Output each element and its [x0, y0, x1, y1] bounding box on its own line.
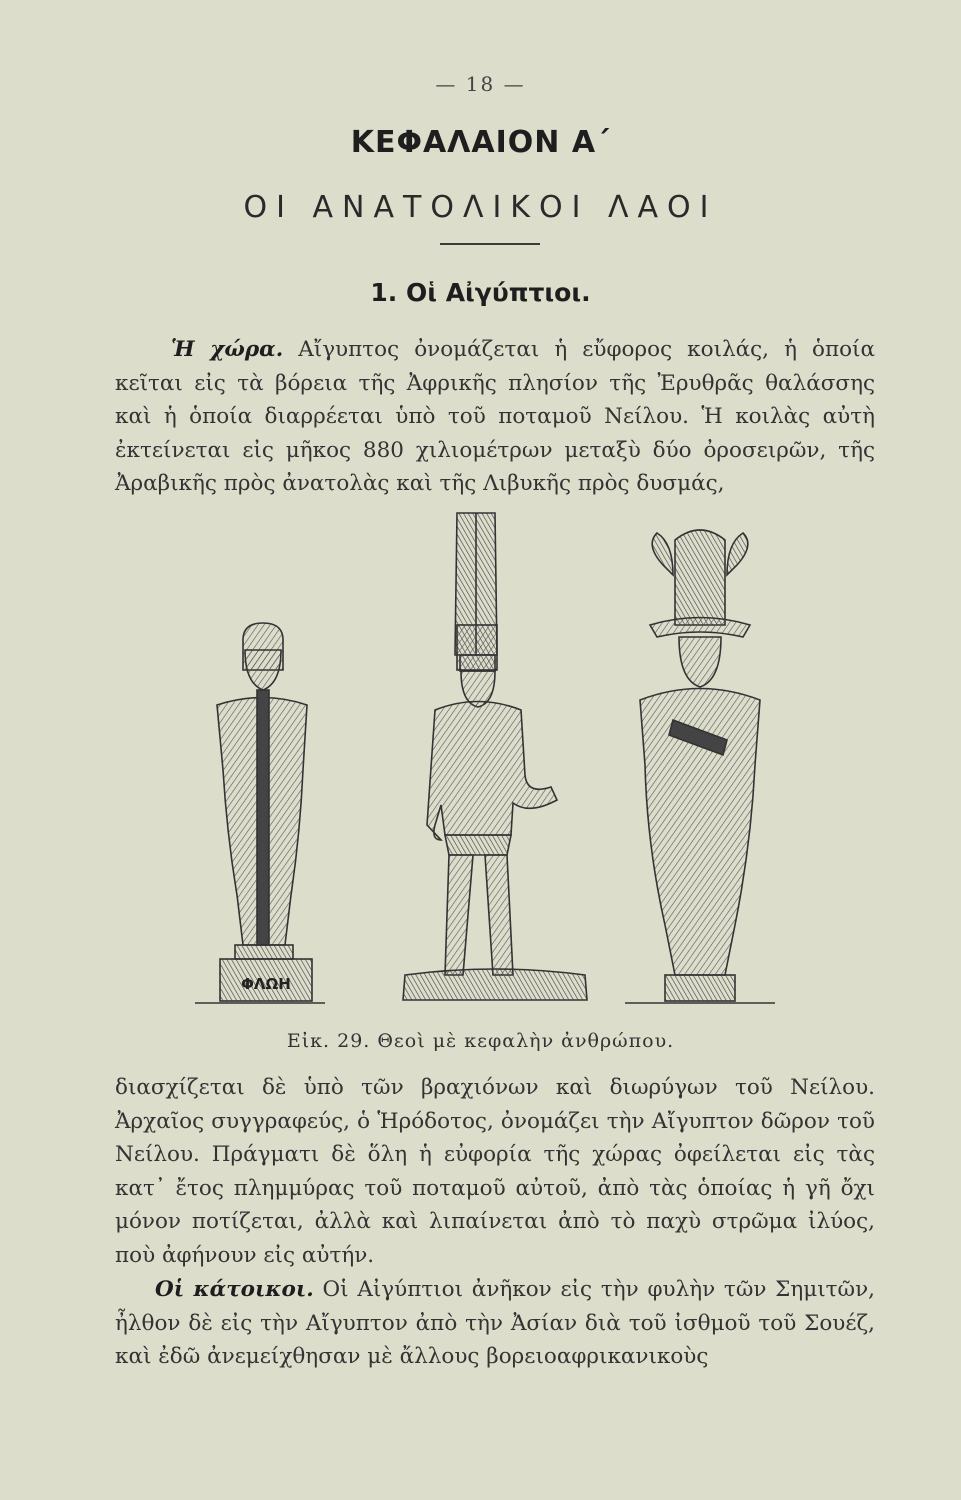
chapter-heading: ΚΕΦΑΛΑΙΟΝ Α΄ [350, 125, 611, 160]
figure-egyptian-gods [195, 505, 775, 1030]
paragraph-country [115, 333, 875, 501]
base-inscription: ΦΛΩΗ [241, 975, 291, 993]
page-number: — 18 — [435, 72, 526, 96]
paragraph-text: Οἱ Αἰγύπτιοι ἀνῆκον εἰς τὴν φυλὴν τῶν Σημιτῶν, ἦλθον δὲ εἰς τὴν Αἴγυπτον ἀπὸ τὴν Ἀσίαν διὰ τοῦ ἰσθμοῦ τοῦ Σουέζ, καὶ ἐδῶ ἀνεμείχθησαν μὲ ἄλλους βορειοαφρικανικοὺς [115, 1277, 875, 1370]
paragraph-continued: διασχίζεται δὲ ὑπὸ τῶν βραχιόνων καὶ διωρύγων τοῦ Νείλου. Ἀρχαῖος συγγραφεύς, ὁ Ἡρόδοτος, ὀνομάζει τὴν Αἴγυπτον δῶρον τοῦ Νείλου. Πράγματι δὲ ὅλη ἡ εὐφορία τῆς χώρας ὀφείλεται εἰς τὰς κατ᾽ ἔτος πλημμύρας τοῦ ποταμοῦ αὐτοῦ, ἀπὸ τὰς ὁποίας ἡ γῆ ὄχι μόνον ποτίζεται, ἀλλὰ καὶ λιπαίνεται ἀπὸ τὸ παχὺ στρῶμα ἰλύος, ποὺ ἀφήνουν εἰς αὐτήν. [115, 1075, 875, 1268]
statue-center [403, 513, 587, 1000]
figure-caption: Εἰκ. 29. Θεοὶ μὲ κεφαλὴν ἀνθρώπου. [286, 1030, 675, 1052]
paragraph-lead: Ἡ χώρα. [171, 337, 284, 362]
paragraph-lead: Οἱ κάτοικοι. [155, 1277, 314, 1302]
paragraph-text: Αἴγυπτος ὀνομάζεται ἡ εὔφορος κοιλάς, ἡ ὁποία κεῖται εἰς τὰ βόρεια τῆς Ἀφρικῆς πλησίον τῆς Ἐρυθρᾶς θαλάσσης καὶ ἡ ὁποία διαρρέεται ὑπὸ τοῦ ποταμοῦ Νείλου. Ἡ κοιλὰς αὐτὴ ἐκτείνεται εἰς μῆκος 880 χιλιομέτρων μεταξὺ δύο ὀροσειρῶν, τῆς Ἀραβικῆς πρὸς ἀνατολὰς καὶ τῆς Λιβυκῆς πρὸς δυσμάς, [115, 337, 875, 497]
statue-right [625, 530, 775, 1003]
section-heading: 1. Οἱ Αἰγύπτιοι. [370, 278, 591, 307]
statue-left [195, 623, 325, 1003]
chapter-subtitle: ΟΙ ΑΝΑΤΟΛΙΚΟΙ ΛΑΟΙ [243, 190, 718, 225]
paragraph-inhabitants [115, 1273, 875, 1374]
title-divider [440, 243, 540, 245]
